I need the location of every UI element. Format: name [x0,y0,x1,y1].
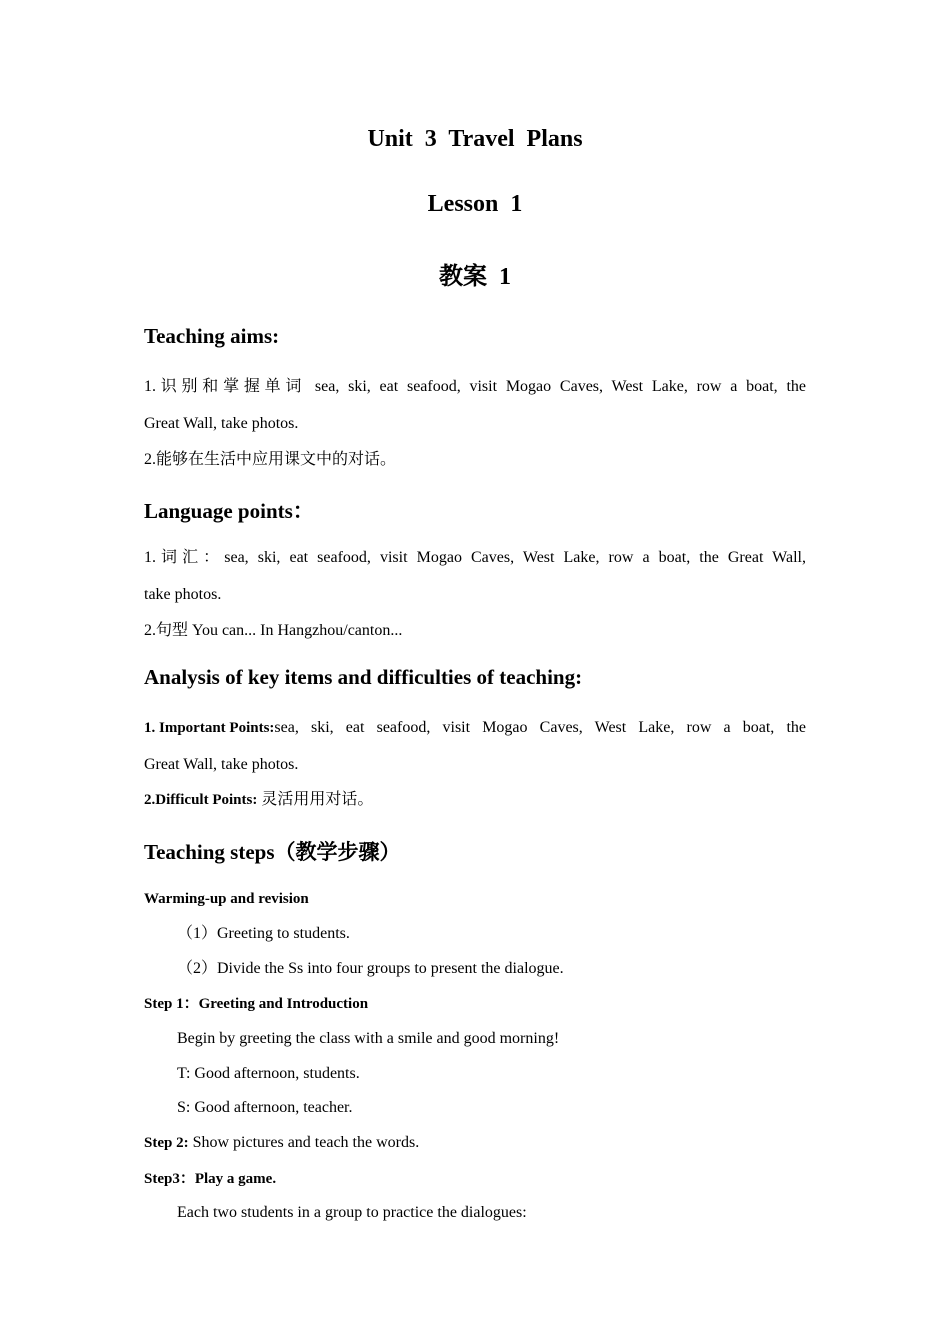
step2-line [144,1133,419,1153]
language-points-line-1-cont: take photos. [144,586,222,603]
teaching-aims-line-1: 1.识别和掌握单词 sea, ski, eat seafood, visit Mogao Caves, West Lake, row a boat, the [144,378,806,395]
unit-title: Unit 3 Travel Plans [367,126,583,152]
step1-line-2: T: Good afternoon, students. [177,1065,360,1082]
important-points-label: 1. Important Points: [144,720,275,736]
step2-text: Show pictures and teach the words. [188,1134,420,1151]
warmup-item-1: （1）Greeting to students. [177,925,350,942]
teaching-aims-line-2: 2.能够在生活中应用课文中的对话。 [144,451,397,468]
teaching-steps-heading: Teaching steps（教学步骤） [144,840,401,864]
analysis-heading: Analysis of key items and difficulties of teaching: [144,665,583,689]
difficult-points-label: 2.Difficult Points: [144,792,258,808]
warmup-item-2: （2）Divide the Ss into four groups to present the dialogue. [177,960,564,977]
important-points-line [144,718,806,738]
step1-label: Step 1：Greeting and Introduction [144,996,369,1012]
difficult-points-line [144,790,373,810]
step3-line-1: Each two students in a group to practice the dialogues: [177,1204,527,1221]
lesson-title: Lesson 1 [427,191,523,217]
warmup-label: Warming-up and revision [144,891,309,907]
step1-line-1: Begin by greeting the class with a smile and good morning! [177,1030,560,1047]
language-points-line-2: 2.句型 You can... In Hangzhou/canton... [144,622,403,639]
plan-title: 教案 1 [439,264,511,290]
difficult-points-text: 灵活用用对话。 [257,791,374,808]
important-points-text: sea, ski, eat seafood, visit Mogao Caves, West Lake, row a boat, the [274,719,806,736]
language-points-line-1: 1.词汇：sea, ski, eat seafood, visit Mogao Caves, West Lake, row a boat, the Great Wall, [144,549,806,566]
teaching-aims-heading: Teaching aims: [144,324,280,348]
language-points-heading: Language points： [144,499,314,523]
step1-line-3: S: Good afternoon, teacher. [177,1099,353,1116]
important-points-cont: Great Wall, take photos. [144,756,299,773]
step2-label: Step 2: [144,1135,189,1151]
teaching-aims-line-1-cont: Great Wall, take photos. [144,415,299,432]
step3-label: Step3：Play a game. [144,1171,277,1187]
